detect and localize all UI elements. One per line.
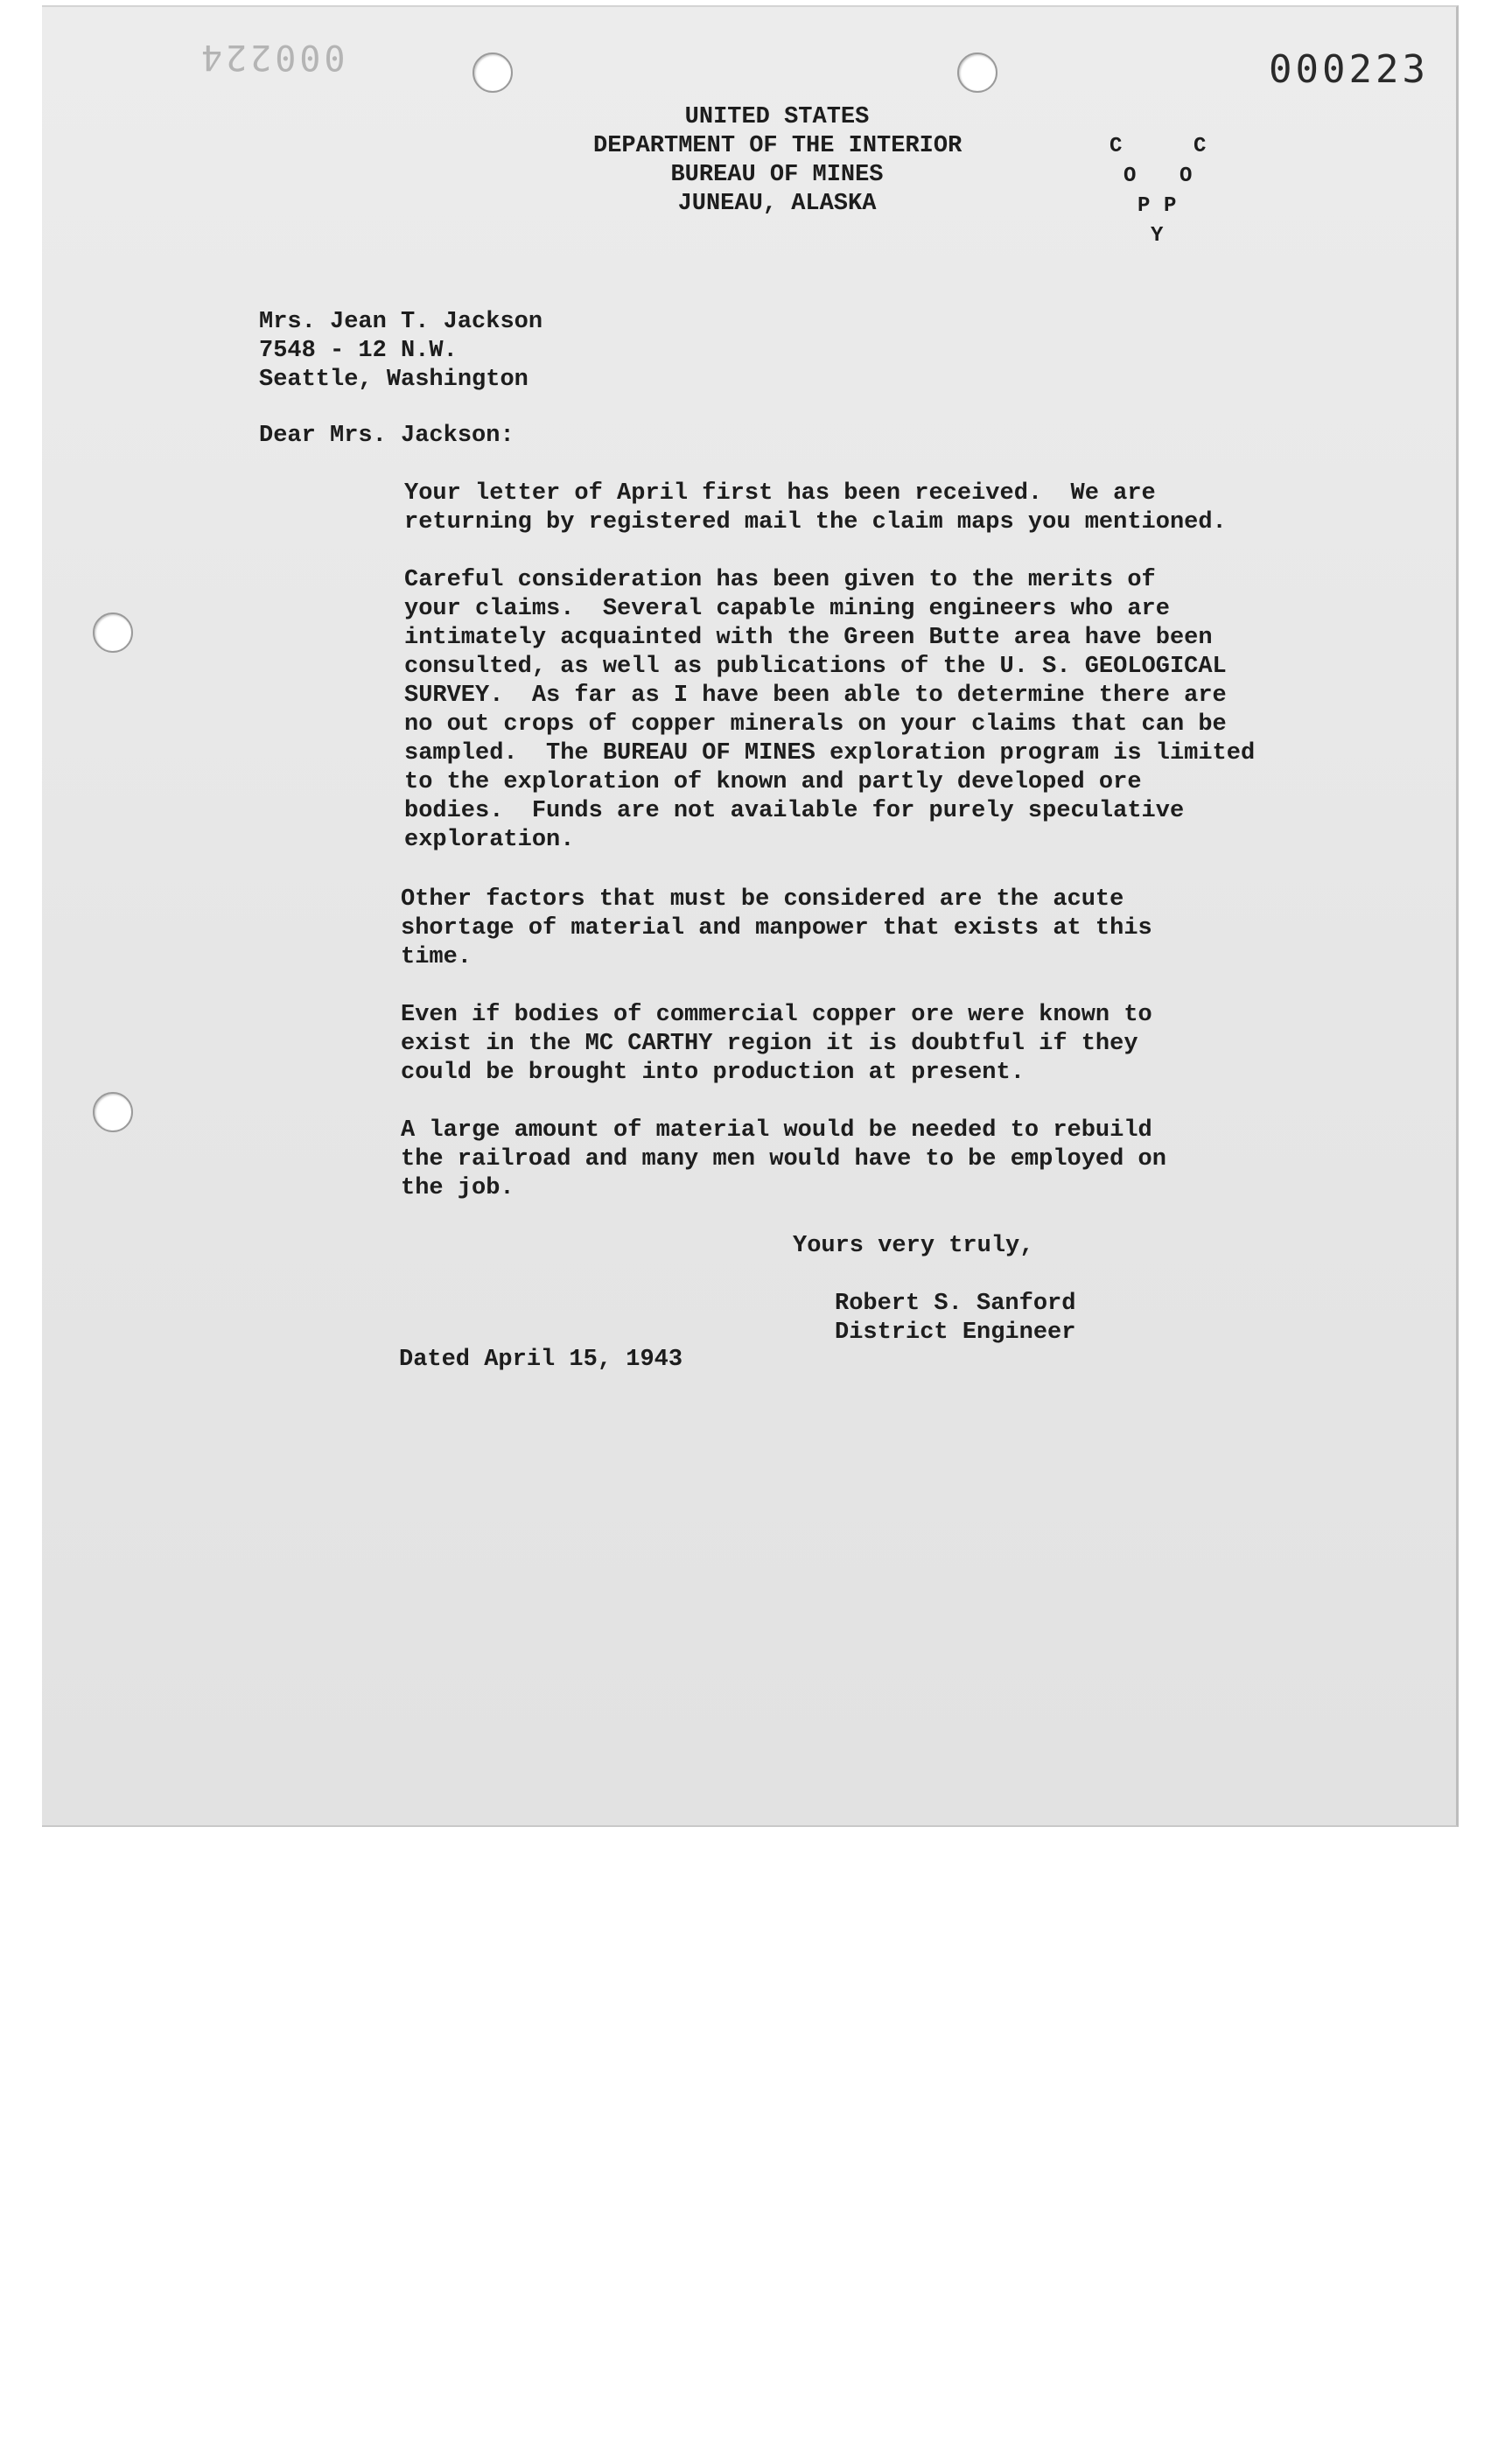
recipient-city: Seattle, Washington — [259, 367, 528, 393]
copy-mark-c-right: C — [1194, 135, 1207, 158]
salutation: Dear Mrs. Jackson: — [259, 423, 514, 449]
paragraph-line: could be brought into production at present. — [401, 1060, 1025, 1086]
paragraph-line: consulted, as well as publications of the U. S. GEOLOGICAL — [404, 654, 1227, 680]
punch-hole-top-left — [472, 52, 513, 93]
date-line: Dated April 15, 1943 — [399, 1347, 683, 1373]
copy-mark-p-left: P — [1138, 194, 1151, 218]
paragraph-line: shortage of material and manpower that exists at this — [401, 915, 1152, 942]
paragraph-line: SURVEY. As far as I have been able to determine there are — [404, 682, 1227, 709]
paragraph-line: bodies. Funds are not available for purely speculative — [404, 798, 1185, 824]
paragraph-line: returning by registered mail the claim maps you mentioned. — [404, 509, 1227, 536]
faded-page-number-stamp: 000224 — [198, 37, 346, 77]
paragraph-line: your claims. Several capable mining engineers who are — [404, 596, 1170, 622]
closing: Yours very truly, — [793, 1233, 1034, 1259]
paragraph-line: to the exploration of known and partly developed ore — [404, 769, 1142, 795]
letterhead-line-4: JUNEAU, ALASKA — [677, 191, 877, 217]
paragraph-line: Even if bodies of commercial copper ore were known to — [401, 1002, 1152, 1028]
recipient-name: Mrs. Jean T. Jackson — [259, 309, 543, 335]
copy-mark-o-left: O — [1124, 164, 1137, 188]
punch-hole-top-right — [957, 52, 998, 93]
paragraph-line: exist in the MC CARTHY region it is doubtful if they — [401, 1031, 1138, 1057]
punch-hole-left-lower — [93, 1092, 133, 1132]
page-number-stamp: 000223 — [1269, 47, 1429, 92]
letter-page — [42, 5, 1459, 1827]
recipient-street: 7548 - 12 N.W. — [259, 338, 458, 364]
paragraph-line: Other factors that must be considered are the acute — [401, 886, 1124, 913]
paragraph-line: exploration. — [404, 827, 575, 853]
paragraph-line: time. — [401, 944, 472, 970]
paragraph-line: Your letter of April first has been received. We are — [404, 480, 1156, 507]
paragraph-line: the job. — [401, 1175, 514, 1201]
punch-hole-left-upper — [93, 612, 133, 653]
paragraph-line: Careful consideration has been given to the merits of — [404, 567, 1156, 593]
paragraph-line: no out crops of copper minerals on your claims that can be — [404, 711, 1227, 738]
copy-mark-y: Y — [1151, 224, 1164, 248]
paragraph-line: A large amount of material would be needed to rebuild — [401, 1117, 1152, 1144]
copy-mark-p-right: P — [1164, 194, 1177, 218]
copy-mark-o-right: O — [1180, 164, 1193, 188]
letterhead-line-1: UNITED STATES — [684, 104, 870, 130]
signer-title: District Engineer — [835, 1320, 1076, 1346]
copy-mark-c-left: C — [1110, 135, 1123, 158]
paragraph-line: the railroad and many men would have to be employed on — [401, 1146, 1166, 1172]
paragraph-line: sampled. The BUREAU OF MINES exploration program is limited — [404, 740, 1256, 766]
letterhead-line-2: DEPARTMENT OF THE INTERIOR — [593, 133, 962, 159]
paragraph-line: intimately acquainted with the Green Butte area have been — [404, 625, 1213, 651]
signer-name: Robert S. Sanford — [835, 1291, 1076, 1317]
letterhead-line-3: BUREAU OF MINES — [670, 162, 884, 188]
